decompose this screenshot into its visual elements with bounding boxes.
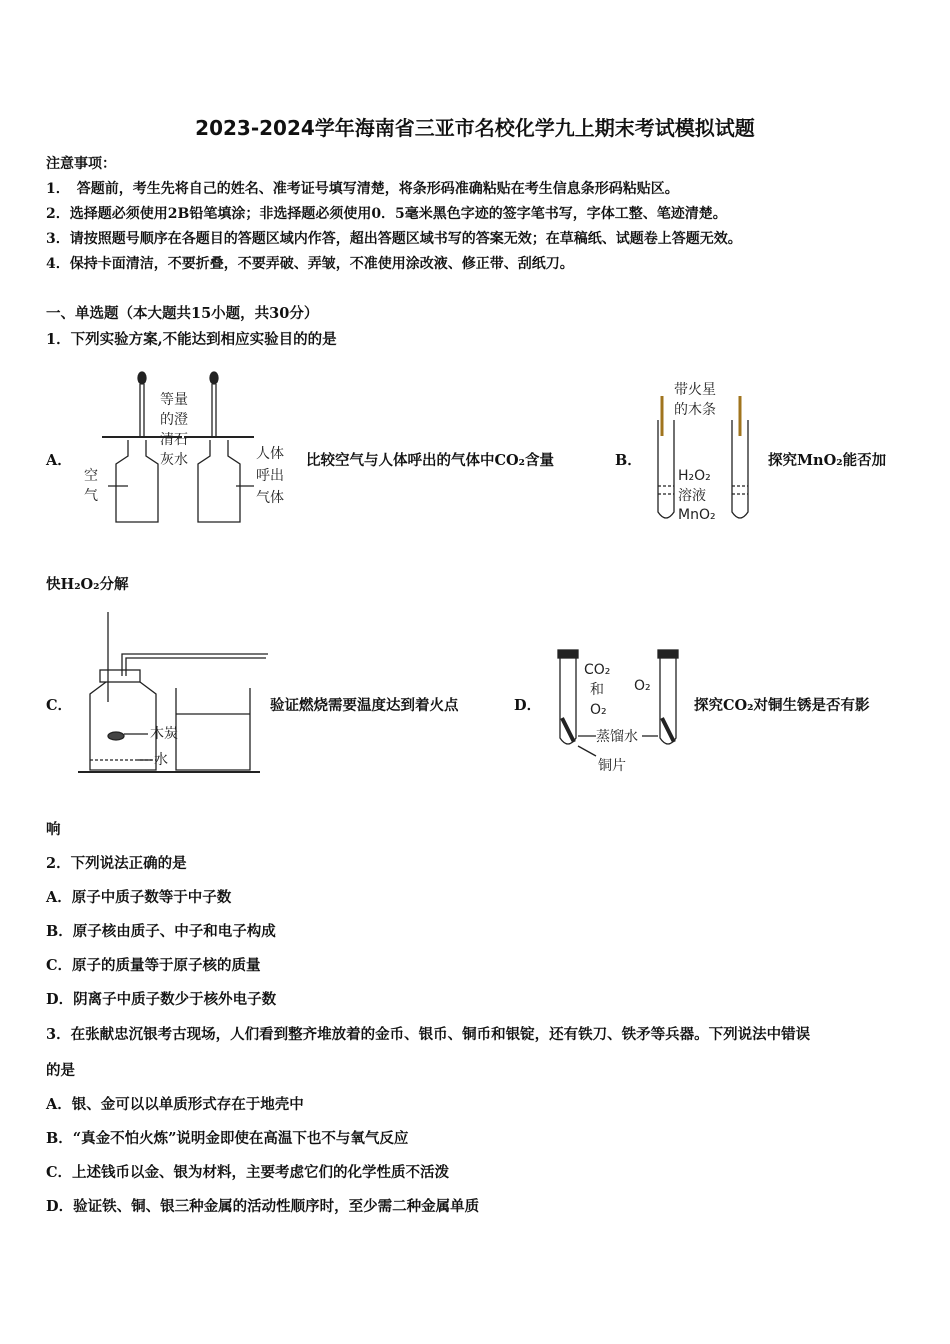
label-splint: 的木条 [674, 402, 716, 418]
diagram-d-test-tubes [552, 646, 684, 778]
question-3-stem: 3．在张献忠沉银考古现场，人们看到整齐堆放着的金币、银币、铜币和银锭，还有铁刀、铁矛等兵器。下列说法中错误 [46, 1026, 811, 1043]
label-breath: 气体 [256, 490, 284, 506]
label-reagent: 的澄 [160, 412, 188, 428]
notice-item: 4．保持卡面清洁，不要折叠，不要弄破、弄皱，不准使用涂改液、修正带、刮纸刀。 [46, 256, 574, 272]
notice-item: 2．选择题必须使用2B铅笔填涂；非选择题必须使用0．5毫米黑色字迹的签字笔书写，字体工整、笔迹清楚。 [46, 206, 727, 222]
question-2-stem: 2．下列说法正确的是 [46, 855, 187, 872]
question-3-option: D．验证铁、铜、银三种金属的活动性顺序时，至少需二种金属单质 [46, 1198, 480, 1215]
option-c-letter: C． [46, 697, 73, 714]
label-charcoal: 木炭 [150, 726, 178, 742]
option-d-desc-cont: 响 [46, 821, 61, 838]
label-splint: 带火星 [674, 382, 716, 398]
label-gas-left: 和 [590, 682, 604, 698]
question-3-option: C．上述钱币以金、银为材料，主要考虑它们的化学性质不活泼 [46, 1164, 450, 1181]
notice-heading: 注意事项： [46, 156, 116, 172]
option-c-desc: 验证燃烧需要温度达到着火点 [270, 697, 459, 714]
diagram-c-jar-beaker [78, 610, 268, 778]
label-gas-left: CO₂ [584, 662, 611, 678]
option-d-desc: 探究CO₂对铜生锈是否有影 [694, 697, 870, 714]
label-air: 气 [84, 488, 98, 504]
label-reagent: 清石 [160, 432, 188, 448]
option-a-desc: 比较空气与人体呼出的气体中CO₂含量 [306, 452, 555, 469]
question-3-stem-cont: 的是 [46, 1062, 75, 1079]
option-b-desc: 探究MnO₂能否加 [768, 452, 887, 469]
label-h2o2: H₂O₂ [678, 468, 711, 484]
question-2-option: A．原子中质子数等于中子数 [46, 889, 232, 906]
label-solution: 溶液 [678, 488, 706, 504]
question-1-stem: 1．下列实验方案,不能达到相应实验目的的是 [46, 331, 337, 348]
page-title: 2023-2024学年海南省三亚市名校化学九上期末考试模拟试题 [195, 116, 755, 140]
label-gas-right: O₂ [634, 678, 651, 694]
option-b-desc-cont: 快H₂O₂分解 [46, 576, 129, 593]
notice-item: 1． 答题前，考生先将自己的姓名、准考证号填写清楚，将条形码准确粘贴在考生信息条形码粘贴区。 [46, 181, 679, 197]
notice-item: 3．请按照题号顺序在各题目的答题区域内作答，超出答题区域书写的答案无效；在草稿纸、试题卷上答题无效。 [46, 231, 742, 247]
label-mno2: MnO₂ [678, 507, 716, 523]
option-a-letter: A． [46, 452, 72, 469]
question-3-option: A．银、金可以以单质形式存在于地壳中 [46, 1096, 304, 1113]
option-b-letter: B． [615, 452, 642, 469]
question-2-option: C．原子的质量等于原子核的质量 [46, 957, 261, 974]
label-gas-left: O₂ [590, 702, 607, 718]
label-breath: 呼出 [256, 468, 284, 484]
label-breath: 人体 [256, 446, 284, 462]
label-copper: 铜片 [598, 758, 626, 774]
label-air: 空 [84, 468, 98, 484]
label-distilled-water: 蒸馏水 [596, 729, 638, 745]
label-water: 水 [154, 752, 168, 768]
section-heading: 一、单选题（本大题共15小题，共30分） [46, 305, 319, 322]
diagram-a-bottles [78, 368, 303, 528]
label-reagent: 灰水 [160, 452, 188, 468]
option-d-letter: D． [514, 697, 542, 714]
question-2-option: D．阴离子中质子数少于核外电子数 [46, 991, 277, 1008]
question-2-option: B．原子核由质子、中子和电子构成 [46, 923, 276, 940]
question-3-option: B．“真金不怕火炼”说明金即使在高温下也不与氧气反应 [46, 1130, 409, 1147]
label-reagent: 等量 [160, 392, 188, 408]
diagram-b-test-tubes [648, 376, 760, 528]
